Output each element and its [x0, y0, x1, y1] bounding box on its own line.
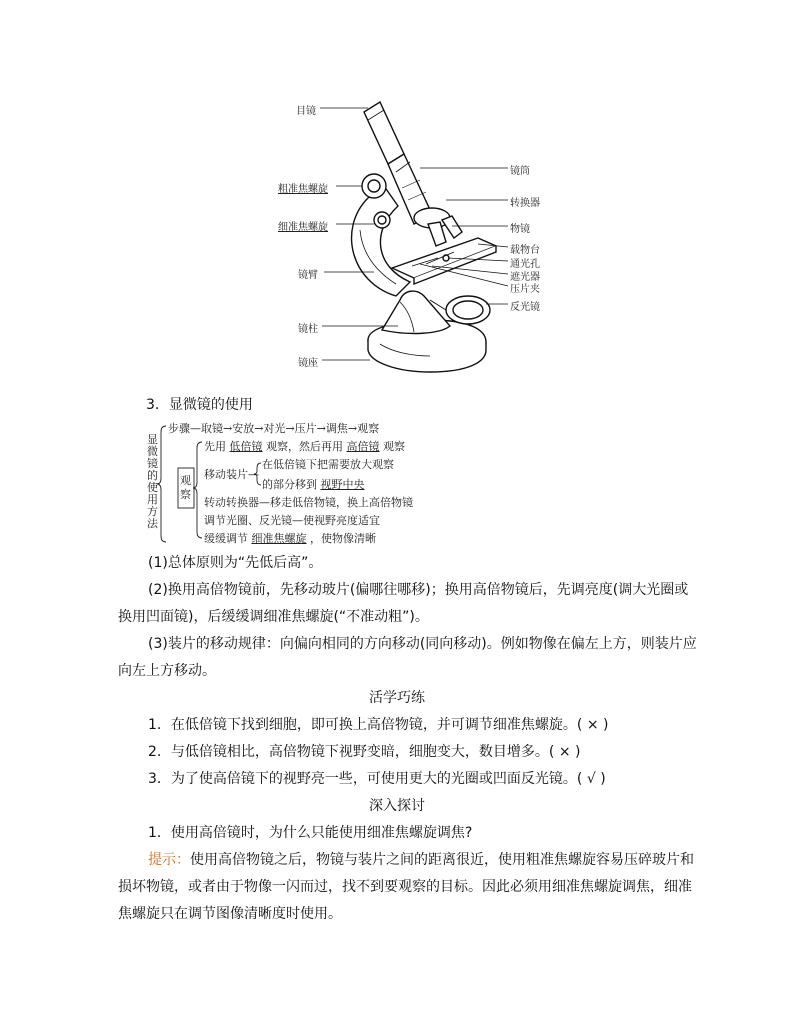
label-stage: 载物台	[510, 245, 540, 256]
label-arm: 镜臂	[298, 270, 318, 281]
microscope-illustration	[270, 92, 560, 382]
label-mirror: 反光镜	[510, 302, 540, 313]
label-coarse-focus: 粗准焦螺旋	[278, 184, 328, 195]
label-light-hole: 通光孔	[510, 259, 540, 270]
note-3-line1: (3)装片的移动规律：向偏向相同的方向移动(同向移动)。例如物像在偏左上方，则装片应	[148, 636, 697, 652]
map-adjust-light: 调节光圈、反光镜—使视野亮度适宜	[204, 514, 380, 527]
label-objective: 物镜	[510, 224, 530, 235]
label-fine-focus: 细准焦螺旋	[278, 222, 328, 233]
hint-label: 提示：	[148, 852, 190, 868]
map-steps: 步骤—取镜→安放→对光→压片→调焦→观察	[168, 422, 380, 435]
microscope-diagram	[270, 92, 560, 382]
map-turn-nosepiece: 转动转换器—移走低倍物镜，换上高倍物镜	[204, 496, 413, 509]
label-tube: 镜筒	[510, 166, 530, 177]
practice-item: 3．为了使高倍镜下的视野亮一些，可使用更大的光圈或凹面反光镜。( √ )	[148, 771, 606, 787]
practice-item: 1．在低倍镜下找到细胞，即可换上高倍物镜，并可调节细准焦螺旋。( × )	[148, 717, 609, 733]
map-slow-focus: 缓缓调节 细准焦螺旋 ，使物像清晰	[204, 532, 376, 545]
map-move-slide: 移动装片—	[204, 468, 259, 481]
map-move-line1: 在低倍镜下把需要放大观察	[262, 458, 394, 471]
label-nosepiece: 转换器	[510, 198, 540, 209]
explore-hint-line3: 焦螺旋只在调节图像清晰度时使用。	[118, 906, 342, 922]
label-base: 镜座	[298, 358, 318, 369]
note-1: (1)总体原则为“先低后高”。	[148, 555, 323, 571]
map-observe: 观察	[180, 474, 191, 501]
explore-question: 1．使用高倍镜时，为什么只能使用细准焦螺旋调焦?	[148, 825, 473, 841]
note-2-line2: 换用凹面镜)，后缓缓调细准焦螺旋(“不准动粗”)。	[118, 609, 429, 625]
label-eyepiece: 目镜	[296, 106, 316, 117]
note-2-line1: (2)换用高倍物镜前，先移动玻片(偏哪往哪移)；换用高倍物镜后，先调亮度(调大光圈或	[148, 582, 689, 598]
label-stage-clip: 压片夹	[510, 284, 540, 295]
label-pillar: 镜柱	[298, 324, 318, 335]
explore-title: 深入探讨	[369, 798, 425, 814]
explore-hint-line2: 损坏物镜，或者由于物像一闪而过，找不到要观察的目标。因此必须用细准焦螺旋调焦，细准	[118, 879, 692, 895]
map-line-low-high: 先用 低倍镜 观察，然后再用 高倍镜 观察	[204, 440, 405, 453]
map-move-line2: 的部分移到 视野中央	[262, 478, 365, 491]
explore-hint-line1: 提示：使用高倍物镜之后，物镜与装片之间的距离很近，使用粗准焦螺旋容易压碎玻片和	[148, 852, 694, 868]
practice-title: 活学巧练	[369, 690, 425, 706]
map-root: 显微镜的使用方法	[147, 433, 158, 530]
note-3-line2: 向左上方移动。	[118, 663, 216, 679]
practice-item: 2．与低倍镜相比，高倍物镜下视野变暗，细胞变大，数目增多。( × )	[148, 744, 581, 760]
label-diaphragm: 遮光器	[510, 272, 540, 283]
section-title: 3．显微镜的使用	[146, 397, 253, 413]
